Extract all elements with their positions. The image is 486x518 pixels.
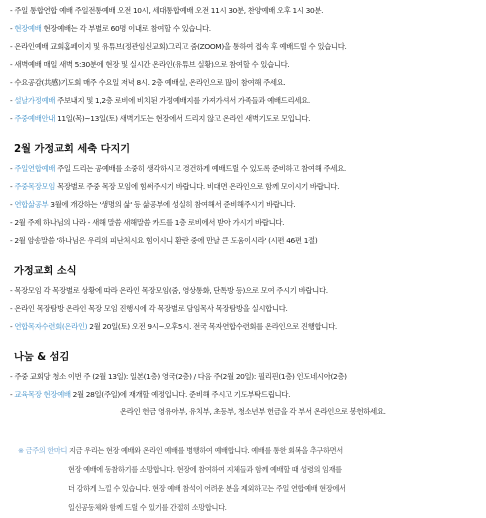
- notice-dawn: - 새벽예배 매일 새벽 5:30분에 현장 및 실시간 온라인(유튜브 실황)으로 참여할 수 있습니다.: [10, 60, 290, 69]
- list-item: - 2월 주제 하나님의 나라 - 새해 말씀 새해말씀 카드를 1층 로비에서 받아 가시기 바랍니다.: [10, 218, 285, 227]
- list-item: - 2월 암송말씀 '하나님은 우리의 피난처시요 힘이시니 환란 중에 만날 큰 도움이시라' (시편 46편 1절): [10, 236, 318, 245]
- list-item: - 주일연합예배 주일 드리는 공예배를 소중히 생각하시고 경건하게 예배드릴 수 있도록 준비하고 참여해 주세요.: [10, 164, 346, 173]
- pastor-note-line: 현장 예배에 동참하기를 소망합니다. 현장에 참여하여 지체들과 함께 예배할 때 성령의 임재를: [68, 465, 342, 474]
- list-item: - 교육목장 현장예배 2월 28일(주일)에 재개할 예정입니다. 준비해 주시고 기도부탁드립니다.: [10, 390, 291, 399]
- list-item: - 목장모임 각 목장별로 상황에 따라 온라인 목장모임(줌, 영상통화, 단톡방 등)으로 모여 주시기 바랍니다.: [10, 286, 328, 295]
- notice-weekday: - 주중예배안내 11일(목)~13일(토) 새벽기도는 현장에서 드리지 않고 온라인 새벽기도로 모입니다.: [10, 114, 311, 123]
- notice-worship: - 주일 통합연합 예배 주일전통예배 오전 10시, 세대통합예배 오전 11시 30분, 찬양예배 오후 1시 30분.: [10, 6, 324, 15]
- online-offering-line: 온라인 헌금 영유아부, 유치부, 초등부, 청소년부 헌금을 각 부서 온라인으로 봉헌하세요.: [120, 407, 386, 416]
- list-item: - 연합삶공부 3월에 개강하는 '생명의 삶' 등 삶공부에 성실히 참여해서 준비해주시기 바랍니다.: [10, 200, 296, 209]
- list-item: - 연합목자수련회(온라인) 2월 20일(토) 오전 9시~오후5시. 전국 목자연합수련회를 온라인으로 진행합니다.: [10, 322, 337, 331]
- pastor-note-line: ※ 금주의 한마디 지금 우리는 현장 예배와 온라인 예배를 병행하여 예배합니다. 예배를 통한 회복을 추구하면서: [18, 446, 343, 455]
- list-item: - 주중 교회당 청소 이번 주 (2월 13일): 일본(1층) 영국(2층) / 다음 주(2월 20일): 필리핀(1층) 인도네시아(2층): [10, 372, 347, 381]
- section-title-house-church: 2월 가정교회 세축 다지기: [14, 144, 131, 155]
- notice-online: - 온라인예배 교회홈페이지 및 유튜브(정관임신교회)그리고 줌(ZOOM)을 통하여 접속 후 예배드릴 수 있습니다.: [10, 42, 347, 51]
- list-item: - 온라인 목장탐방 온라인 목장 모임 진행시에 각 목장별로 담임목사 목장탐방을 실시합니다.: [10, 304, 288, 313]
- list-item: - 주중목장모임 목장별로 주중 목장 모임에 힘써주시기 바랍니다. 비대면 온라인으로 함께 모이시기 바랍니다.: [10, 182, 340, 191]
- pastor-note-line: 더 강하게 느낄 수 있습니다. 현장 예배 참석이 어려운 분을 제외하고는 주일 연합예배 현장에서: [68, 484, 346, 493]
- section-title-sharing: 나눔 & 섬김: [14, 352, 70, 363]
- notice-newyear: - 설날가정예배 주보내지 및 1,2층 로비에 비치된 가정예배지를 가져가셔서 가족들과 예배드리세요.: [10, 96, 310, 105]
- pastor-note-line: 일신공동체와 함께 드릴 수 있기를 간절히 소망합니다.: [68, 503, 227, 512]
- notice-onsite: - 현장예배 현장예배는 각 부별로 60명 이내로 참여할 수 있습니다.: [10, 24, 211, 33]
- section-title-news: 가정교회 소식: [14, 266, 77, 277]
- pastor-note-label: ※ 금주의 한마디: [18, 446, 68, 455]
- notice-wednesday: - 수요공감(共感)기도회 매주 수요일 저녁 8시. 2층 예배실, 온라인으로 많이 참여해 주세요.: [10, 78, 286, 87]
